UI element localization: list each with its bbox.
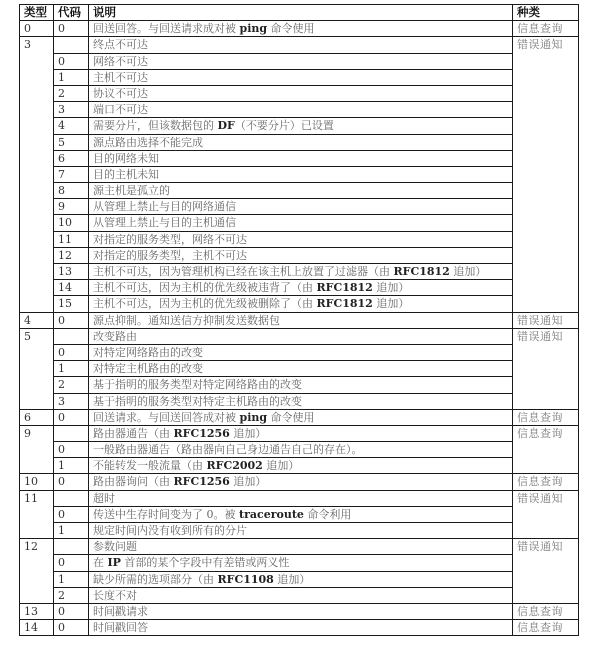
table-row [20, 442, 579, 458]
table-row [20, 166, 579, 182]
table-row [20, 506, 579, 522]
code-cell: 0 [54, 21, 89, 37]
description-cell: 需要分片，但该数据包的 DF（不要分片）已设置 [89, 118, 513, 134]
kind-cell: 信息查询 [513, 603, 579, 619]
code-cell: 10 [54, 215, 89, 231]
kind-cell: 信息查询 [513, 620, 579, 636]
table-row [20, 134, 579, 150]
description-cell: 回送请求。与回送回答成对被 ping 命令使用 [89, 409, 513, 425]
description-cell: 终点不可达 [89, 37, 513, 53]
description-cell: 对特定主机路由的改变 [89, 361, 513, 377]
table-row [20, 523, 579, 539]
keyword-text: IP [107, 556, 121, 570]
code-cell: 4 [54, 118, 89, 134]
table-row [20, 603, 579, 619]
code-cell [54, 539, 89, 555]
description-cell: 一般路由器通告（路由器向自己身边通告自己的存在）。 [89, 442, 513, 458]
description-cell: 源点路由选择不能完成 [89, 134, 513, 150]
code-cell: 13 [54, 264, 89, 280]
type-cell: 5 [20, 328, 54, 409]
keyword-text: RFC1256 [173, 426, 230, 440]
type-cell: 3 [20, 37, 54, 312]
kind-cell: 信息查询 [513, 425, 579, 474]
table-row [20, 620, 579, 636]
code-cell: 0 [54, 620, 89, 636]
description-cell: 不能转发一般流量（由 RFC2002 追加） [89, 458, 513, 474]
description-cell: 主机不可达，因为主机的优先级被违背了（由 RFC1812 追加） [89, 280, 513, 296]
table-body [20, 21, 579, 636]
code-cell [54, 490, 89, 506]
description-cell: 目的主机未知 [89, 166, 513, 182]
code-cell: 0 [54, 442, 89, 458]
table-row [20, 215, 579, 231]
icmp-types-table [19, 4, 579, 636]
table-row [20, 490, 579, 506]
description-cell: 主机不可达 [89, 69, 513, 85]
type-cell: 0 [20, 21, 54, 37]
code-cell: 1 [54, 361, 89, 377]
code-cell: 2 [54, 377, 89, 393]
table-row [20, 458, 579, 474]
description-cell: 路由器询问（由 RFC1256 追加） [89, 474, 513, 490]
type-cell: 11 [20, 490, 54, 539]
kind-cell: 错误通知 [513, 37, 579, 312]
keyword-text: RFC1812 [316, 297, 373, 311]
keyword-text: RFC1812 [393, 265, 450, 278]
code-cell: 0 [54, 555, 89, 571]
table-row [20, 587, 579, 603]
description-cell: 对指定的服务类型，主机不可达 [89, 247, 513, 263]
kind-cell: 错误通知 [513, 539, 579, 604]
type-cell: 14 [20, 620, 54, 636]
kind-cell: 错误通知 [513, 490, 579, 539]
description-cell: 路由器通告（由 RFC1256 追加） [89, 425, 513, 441]
kind-cell: 信息查询 [513, 409, 579, 425]
code-cell: 1 [54, 571, 89, 587]
description-cell: 缺少所需的选项部分（由 RFC1108 追加） [89, 571, 513, 587]
kind-cell: 信息查询 [513, 21, 579, 37]
table-row [20, 312, 579, 328]
code-cell: 0 [54, 603, 89, 619]
keyword-text: ping [239, 410, 268, 424]
kind-cell: 错误通知 [513, 328, 579, 409]
header-description: 说明 [89, 5, 513, 21]
table-row [20, 53, 579, 69]
table-row [20, 199, 579, 215]
code-cell: 0 [54, 53, 89, 69]
type-cell: 10 [20, 474, 54, 490]
code-cell: 2 [54, 587, 89, 603]
code-cell [54, 37, 89, 53]
table-row [20, 409, 579, 425]
description-cell: 目的网络未知 [89, 150, 513, 166]
description-cell: 时间戳请求 [89, 603, 513, 619]
description-cell: 回送回答。与回送请求成对被 ping 命令使用 [89, 21, 513, 37]
keyword-text: ping [239, 22, 268, 36]
description-cell: 改变路由 [89, 328, 513, 344]
table-row [20, 377, 579, 393]
code-cell: 0 [54, 409, 89, 425]
table-row [20, 296, 579, 312]
code-cell: 11 [54, 231, 89, 247]
table-row [20, 280, 579, 296]
code-cell: 9 [54, 199, 89, 215]
table-row [20, 118, 579, 134]
description-cell: 传送中生存时间变为了 0。被 traceroute 命令利用 [89, 506, 513, 522]
code-cell: 15 [54, 296, 89, 312]
table-row [20, 344, 579, 360]
table-row [20, 247, 579, 263]
table-row [20, 425, 579, 441]
table-row [20, 231, 579, 247]
code-cell: 1 [54, 69, 89, 85]
description-cell: 协议不可达 [89, 85, 513, 101]
description-cell: 基于指明的服务类型对特定主机路由的改变 [89, 393, 513, 409]
description-cell: 从管理上禁止与目的主机通信 [89, 215, 513, 231]
table-row [20, 571, 579, 587]
code-cell: 5 [54, 134, 89, 150]
type-cell: 13 [20, 603, 54, 619]
table-row [20, 361, 579, 377]
table-row [20, 474, 579, 490]
table-row [20, 102, 579, 118]
table-row [20, 69, 579, 85]
code-cell: 1 [54, 523, 89, 539]
header-code: 代码 [54, 5, 89, 21]
keyword-text: RFC1108 [217, 572, 274, 586]
table-row [20, 264, 579, 280]
table-row [20, 328, 579, 344]
keyword-text: DF [217, 119, 235, 133]
type-cell: 4 [20, 312, 54, 328]
code-cell: 0 [54, 474, 89, 490]
description-cell: 源点抑制。通知送信方抑制发送数据包 [89, 312, 513, 328]
description-cell: 对指定的服务类型，网络不可达 [89, 231, 513, 247]
description-cell: 源主机是孤立的 [89, 183, 513, 199]
code-cell: 3 [54, 102, 89, 118]
code-cell: 7 [54, 166, 89, 182]
header-kind: 种类 [513, 5, 579, 21]
table-row [20, 85, 579, 101]
code-cell: 3 [54, 393, 89, 409]
code-cell: 14 [54, 280, 89, 296]
code-cell: 1 [54, 458, 89, 474]
type-cell: 9 [20, 425, 54, 474]
keyword-text: RFC1256 [173, 475, 230, 489]
type-cell: 6 [20, 409, 54, 425]
description-cell: 超时 [89, 490, 513, 506]
code-cell: 12 [54, 247, 89, 263]
table-row [20, 37, 579, 53]
code-cell: 2 [54, 85, 89, 101]
description-cell: 参数问题 [89, 539, 513, 555]
type-cell: 12 [20, 539, 54, 604]
code-cell: 6 [54, 150, 89, 166]
header-type: 类型 [20, 5, 54, 21]
description-cell: 主机不可达，因为管理机构已经在该主机上放置了过滤器（由 RFC1812 追加） [89, 264, 513, 280]
description-cell: 基于指明的服务类型对特定网络路由的改变 [89, 377, 513, 393]
table-row [20, 150, 579, 166]
description-cell: 端口不可达 [89, 102, 513, 118]
table-row [20, 183, 579, 199]
code-cell: 0 [54, 344, 89, 360]
description-cell: 规定时间内没有收到所有的分片 [89, 523, 513, 539]
description-cell: 在 IP 首部的某个字段中有差错或两义性 [89, 555, 513, 571]
table-row [20, 555, 579, 571]
table-row [20, 393, 579, 409]
code-cell: 0 [54, 312, 89, 328]
code-cell: 8 [54, 183, 89, 199]
description-cell: 长度不对 [89, 587, 513, 603]
table-header-row [20, 5, 579, 21]
description-cell: 对特定网络路由的改变 [89, 344, 513, 360]
description-cell: 从管理上禁止与目的网络通信 [89, 199, 513, 215]
kind-cell: 错误通知 [513, 312, 579, 328]
table-row [20, 539, 579, 555]
description-cell: 网络不可达 [89, 53, 513, 69]
kind-cell: 信息查询 [513, 474, 579, 490]
code-cell [54, 425, 89, 441]
description-cell: 时间戳回答 [89, 620, 513, 636]
code-cell [54, 328, 89, 344]
keyword-text: RFC1812 [316, 281, 373, 295]
keyword-text: traceroute [239, 507, 304, 521]
table-row [20, 21, 579, 37]
description-cell: 主机不可达，因为主机的优先级被删除了（由 RFC1812 追加） [89, 296, 513, 312]
keyword-text: RFC2002 [206, 459, 263, 473]
code-cell: 0 [54, 506, 89, 522]
